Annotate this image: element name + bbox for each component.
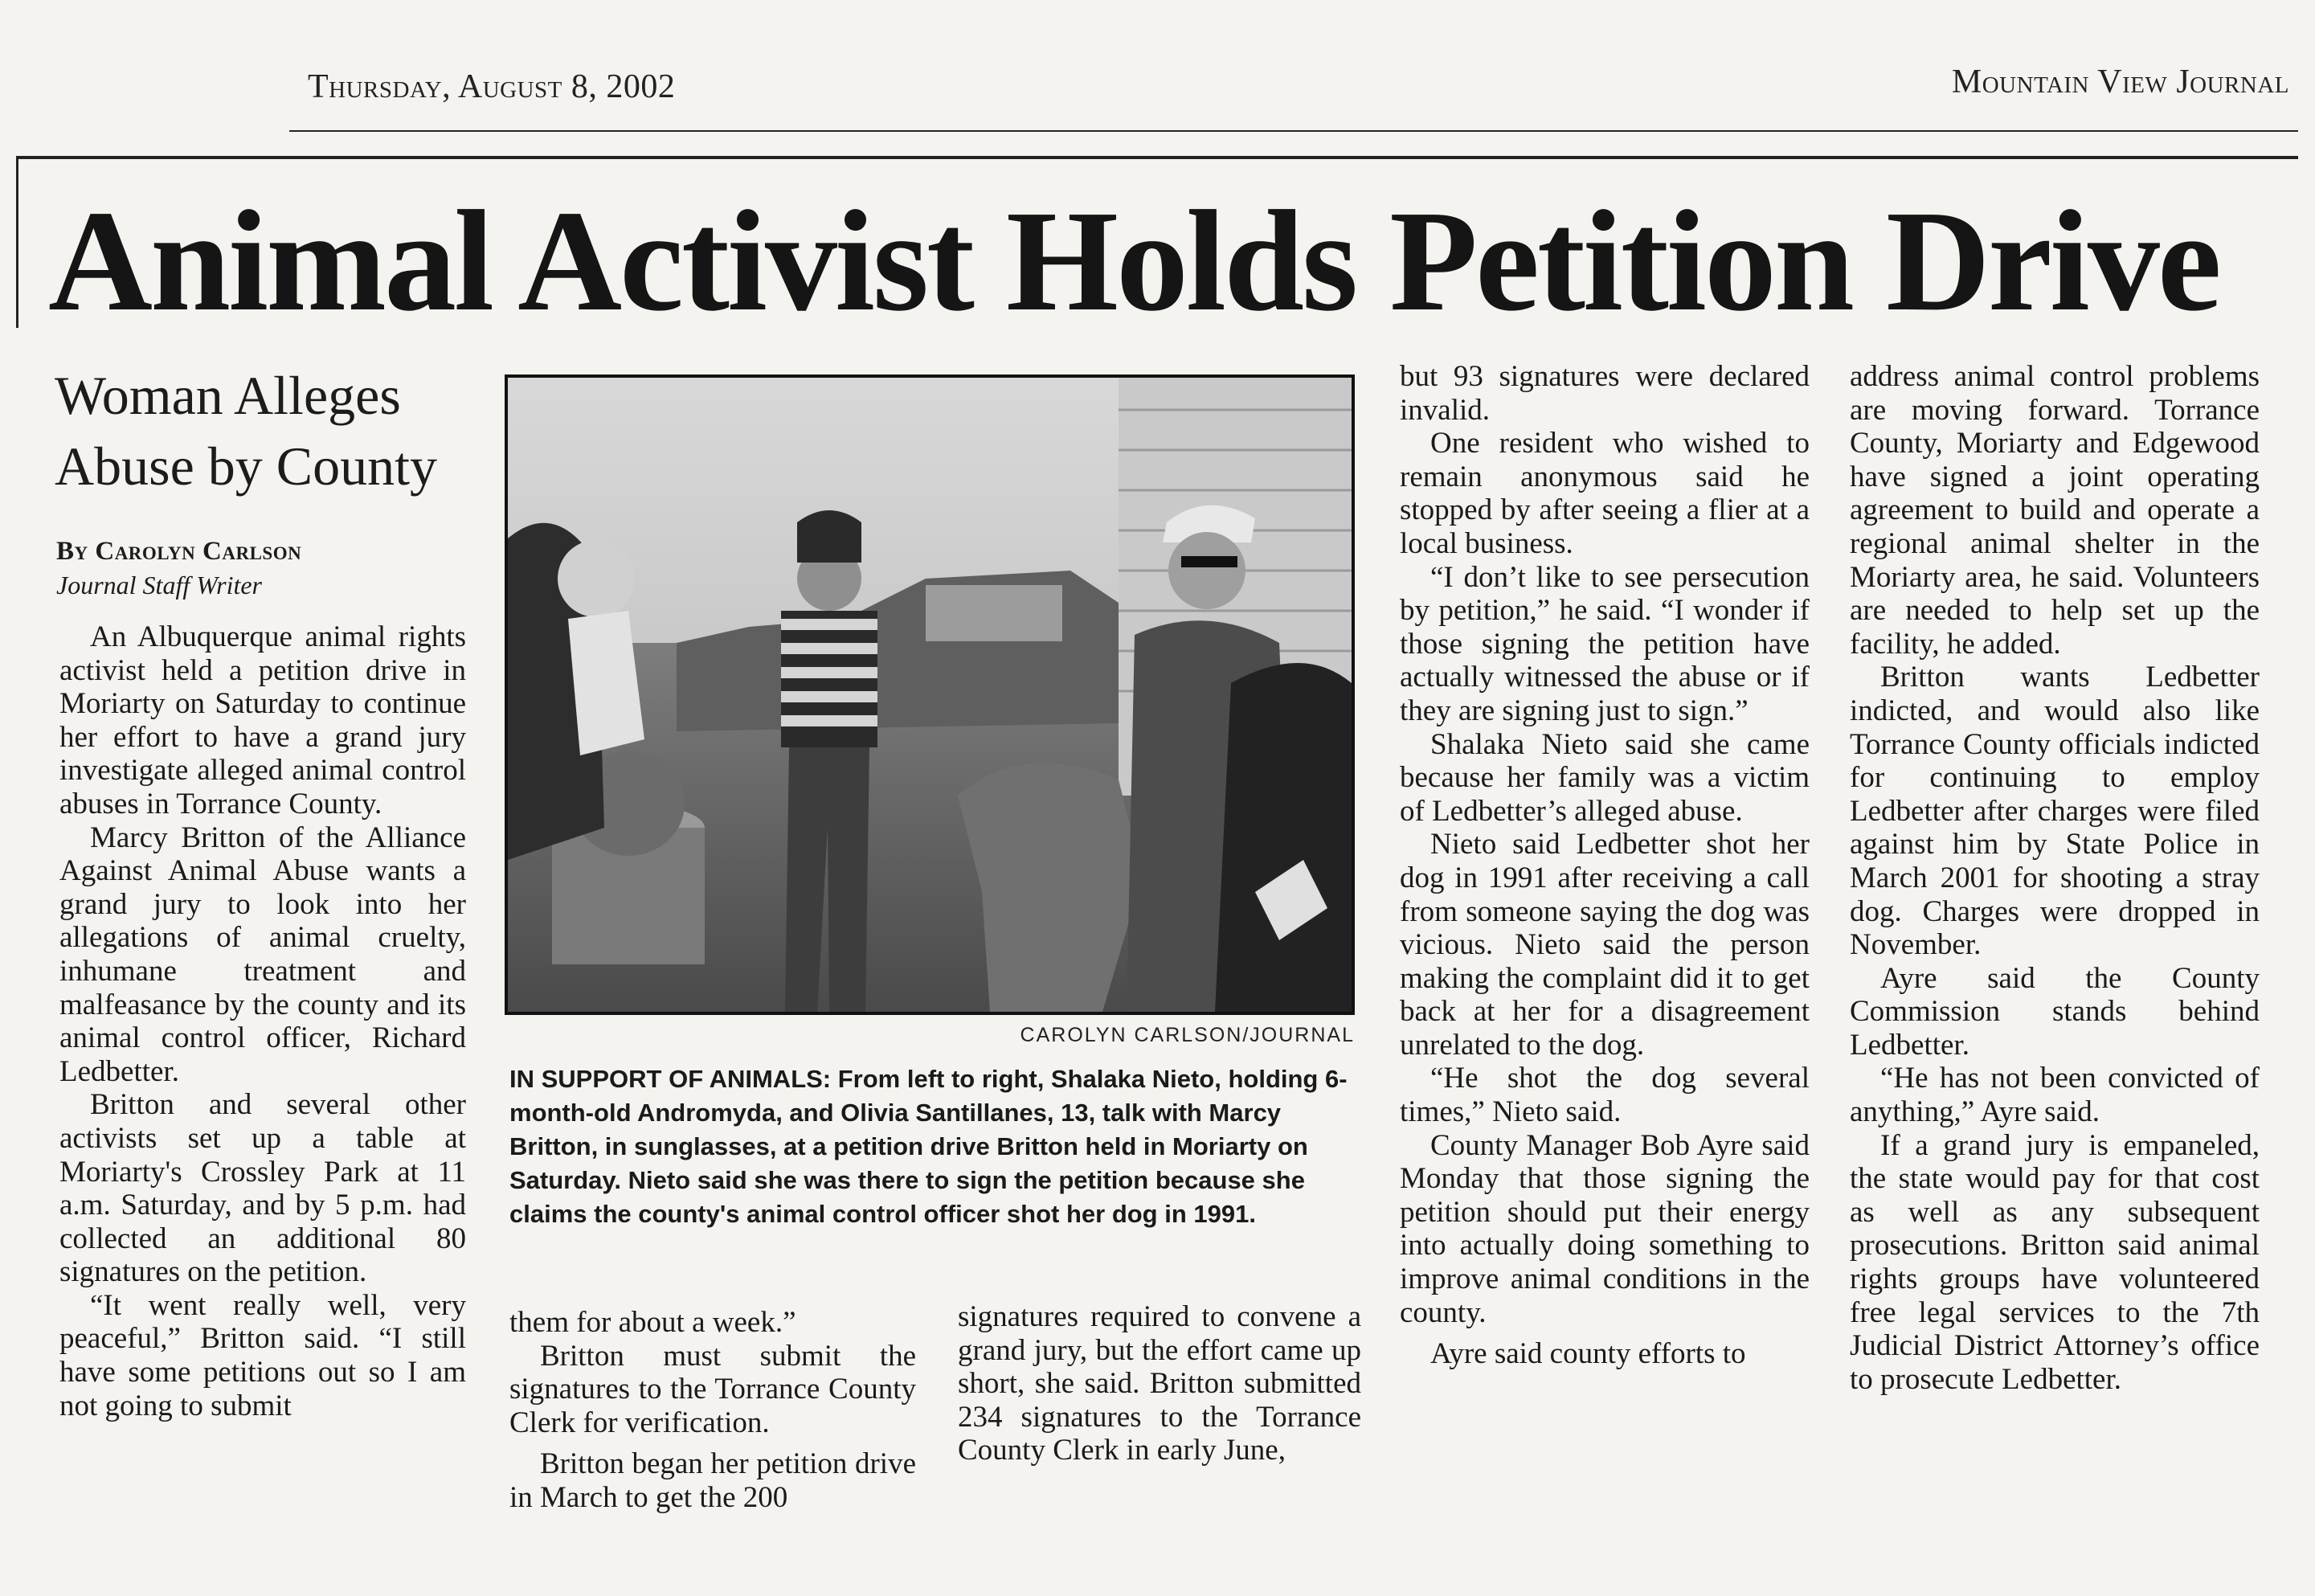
paragraph: Marcy Britton of the Alliance Against Animal Abuse wants a grand jury to look into her allegations of animal cruelty, inhumane treatment and malfeasance by the county and its animal control officer, Richard Ledbetter. bbox=[59, 821, 466, 1088]
paragraph: Ayre said the County Commission stands behind Ledbetter. bbox=[1850, 961, 2260, 1062]
paragraph: “I don’t like to see persecution by petition,” he said. “I wonder if those signing the petition have actually witnessed the abuse or if they are signing just to sign.” bbox=[1400, 560, 1810, 727]
article-headline: Animal Activist Holds Petition Drive bbox=[48, 181, 2219, 341]
photo-credit: CAROLYN CARLSON/JOURNAL bbox=[1020, 1024, 1355, 1046]
paragraph: address animal control problems are moving forward. Torrance County, Moriarty and Edgewood have signed a joint operating agreement to build and operate a regional animal shelter in the Moriarty area, he said. Volunteers are needed to help set up the facility, he added. bbox=[1850, 360, 2260, 661]
paragraph: “He has not been convicted of anything,” Ayre said. bbox=[1850, 1062, 2260, 1129]
paragraph: If a grand jury is empaneled, the state would pay for that cost as well as any subsequent prosecutions. Britton said animal rights groups have volunteered free legal services to the 7th Judicial District Attorney’s office to prosecute Ledbetter. bbox=[1850, 1128, 2260, 1396]
article-column-4 bbox=[1400, 360, 1810, 1371]
paragraph: Britton began her petition drive in March to get the 200 bbox=[509, 1447, 916, 1514]
paragraph: them for about a week.” bbox=[509, 1306, 796, 1339]
article-column-3 bbox=[958, 1300, 1361, 1467]
caption-text: From left to right, Shalaka Nieto, holding 6-month-old Andromyda, and Olivia Santillanes, 13, talk with Marcy Britton, in sunglasses, at a petition drive Britton held in Moriarty on Saturday. Nieto said she was there to sign the petition because she claims the county's animal control officer shot her dog in 1991. bbox=[509, 1065, 1348, 1228]
paragraph: Shalaka Nieto said she came because her family was a victim of Ledbetter’s alleged abuse. bbox=[1400, 727, 1810, 828]
header-rule-top bbox=[289, 130, 2298, 132]
paragraph: County Manager Bob Ayre said Monday that those signing the petition should put their energy into actually doing something to improve animal conditions in the county. bbox=[1400, 1128, 1810, 1329]
paragraph: Britton wants Ledbetter indicted, and would also like Torrance County officials indicted for continuing to employ Ledbetter after charges were filed against him by State Police in March 2001 for shooting a stray dog. Charges were dropped in November. bbox=[1850, 661, 2260, 962]
paragraph: An Albuquerque animal rights activist held a petition drive in Moriarty on Saturday to continue her effort to have a grand jury investigate alleged animal control abuses in Torrance County. bbox=[59, 620, 466, 821]
paragraph: One resident who wished to remain anonymous said he stopped by after seeing a flier at a local business. bbox=[1400, 427, 1810, 560]
paragraph: “It went really well, very peaceful,” Britton said. “I still have some petitions out so I am not going to submit bbox=[59, 1288, 466, 1422]
header-rule-thick bbox=[16, 156, 2298, 159]
byline-role: Journal Staff Writer bbox=[56, 571, 262, 600]
issue-date: Thursday, August 8, 2002 bbox=[308, 68, 676, 105]
newspaper-name: Mountain View Journal bbox=[1951, 63, 2289, 100]
subhead-line-1: Woman Alleges bbox=[55, 365, 401, 426]
paragraph: signatures required to convene a grand jury, but the effort came up short, she said. Britton submitted 234 signatures to the Torrance County Clerk in early June, bbox=[958, 1300, 1361, 1467]
left-border bbox=[16, 159, 18, 328]
subhead bbox=[55, 360, 505, 501]
paragraph: “He shot the dog several times,” Nieto said. bbox=[1400, 1062, 1810, 1129]
paragraph: Britton and several other activists set up a table at Moriarty's Crossley Park at 11 a.m. Saturday, and by 5 p.m. had collected an additional 80 signatures on the petition. bbox=[59, 1088, 466, 1289]
byline: By Carolyn Carlson bbox=[56, 537, 302, 566]
paragraph: Nieto said Ledbetter shot her dog in 1991 after receiving a call from someone saying the dog was vicious. Nieto said the person making the complaint did it to get back at her for a disagreement unrelated to the dog. bbox=[1400, 828, 1810, 1062]
paragraph: but 93 signatures were declared invalid. bbox=[1400, 360, 1810, 427]
article-column-5 bbox=[1850, 360, 2260, 1396]
photo-illustration bbox=[508, 378, 1352, 1012]
caption-lead: IN SUPPORT OF ANIMALS: bbox=[509, 1065, 832, 1093]
article-column-1 bbox=[59, 620, 466, 1422]
article-column-2 bbox=[509, 1306, 916, 1515]
subhead-line-2: Abuse by County bbox=[55, 436, 437, 497]
photo-caption bbox=[509, 1062, 1358, 1231]
paragraph: Britton must submit the signatures to the Torrance County Clerk for verification. bbox=[509, 1339, 916, 1439]
news-photo bbox=[505, 374, 1355, 1015]
paragraph: Ayre said county efforts to bbox=[1430, 1337, 1746, 1371]
